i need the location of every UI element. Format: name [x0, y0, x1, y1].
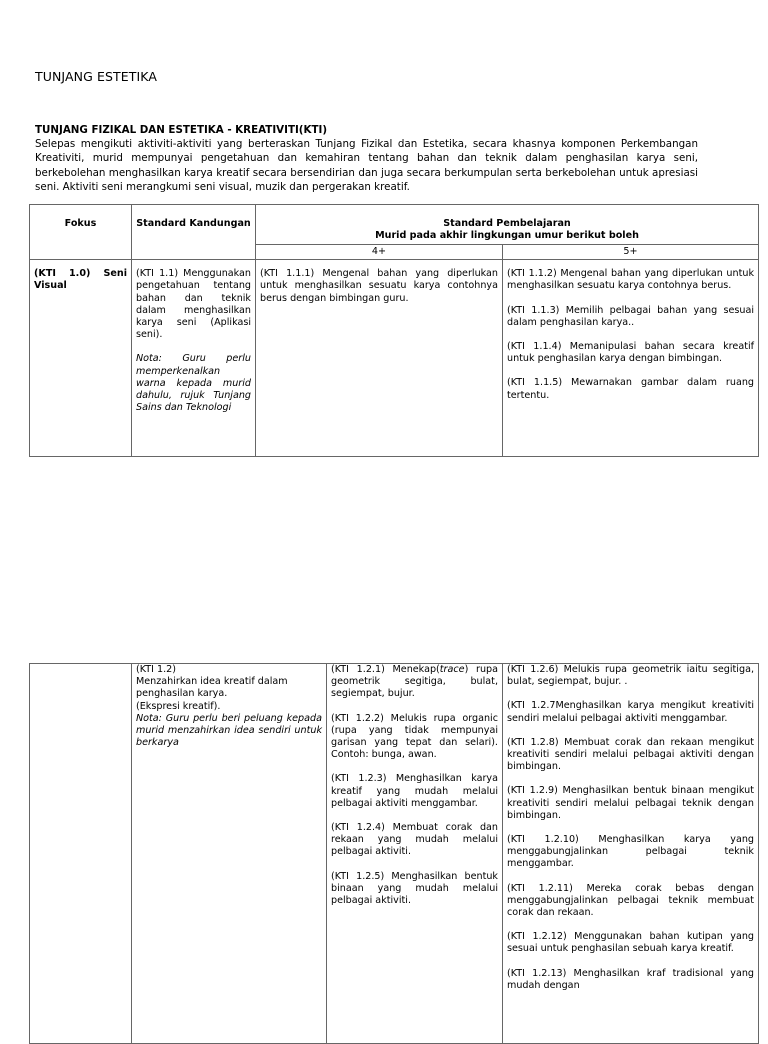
page-gap: [0, 455, 768, 456]
outcome-item: (KTI 1.2.9) Menghasilkan bentuk binaan mengikut kreativiti sendiri melalui pelbagai teknik dengan bimbingan.: [507, 785, 754, 821]
outcome-item: (KTI 1.1.3) Memilih pelbagai bahan yang sesuai dalam penghasilan karya..: [507, 304, 754, 328]
intro-paragraph: Selepas mengikuti aktiviti-aktiviti yang berteraskan Tunjang Fizikal dan Estetika, secara khasnya komponen Perkembangan Kreativiti, murid mempunyai pengetahuan dan kemahiran tentang bahan dan teknik dalam penghasilan karya seni, berkebolehan menghasilkan karya kreatif secara bersendirian dan juga secara berkumpulan serta berkebolehan untuk apresiasi seni. Aktiviti seni merangkumi seni visual, muzik dan pergerakan kreatif.: [35, 138, 698, 193]
outcome-item: (KTI 1.2.7Menghasilkan karya mengikut kreativiti sendiri melalui pelbagai aktiviti menggambar.: [507, 700, 754, 724]
outcome-item: (KTI 1.1.4) Memanipulasi bahan secara kreatif untuk penghasilan karya dengan bimbingan.: [507, 341, 754, 365]
header-standard-pembelajaran-sub: Murid pada akhir lingkungan umur berikut boleh: [375, 230, 639, 241]
header-standard-kandungan: Standard Kandungan: [132, 205, 256, 260]
kandungan-line: (KTI 1.2): [136, 664, 177, 675]
kandungan-cell: [132, 260, 256, 457]
outcome-item: (KTI 1.2.10) Menghasilkan karya yang menggabungjalinkan pelbagai teknik menggambar.: [507, 834, 754, 870]
standards-table-page1: [29, 204, 759, 457]
document-title: TUNJANG ESTETIKA: [35, 69, 157, 84]
outcome-item: (KTI 1.2.8) Membuat corak dan rekaan mengikut kreativiti sendiri melalui pelbagai aktiviti dengan bimbingan.: [507, 736, 754, 773]
outcome-item: (KTI 1.1.1) Mengenal bahan yang diperlukan untuk menghasilkan sesuatu karya contohnya berus dengan bimbingan guru.: [260, 268, 498, 304]
header-age-5: 5+: [503, 245, 759, 260]
kandungan-note: Nota: Guru perlu beri peluang kepada murid menzahirkan idea sendiri untuk berkarya: [136, 712, 322, 749]
outcome-item-part: (KTI 1.2.1) Menekap(: [331, 664, 440, 675]
table-row: [30, 664, 759, 1044]
outcome-item: (KTI 1.1.5) Mewarnakan gambar dalam ruang tertentu.: [507, 377, 754, 401]
outcome-item: [331, 664, 498, 701]
kandungan-cell: [132, 664, 327, 1044]
header-standard-pembelajaran: [256, 205, 759, 245]
outcome-item: (KTI 1.2.11) Mereka corak bebas dengan menggabungjalinkan pelbagai teknik membuat corak dan rekaan.: [507, 882, 754, 919]
header-fokus: Fokus: [30, 205, 132, 260]
outcome-item: (KTI 1.2.12) Menggunakan bahan kutipan yang sesuai untuk penghasilan sebuah karya kreatif.: [507, 931, 754, 955]
kandungan-line: (Ekspresi kreatif).: [136, 700, 221, 712]
kandungan-text: (KTI 1.1) Menggunakan pengetahuan tentang bahan dan teknik dalam menghasilkan karya seni (Aplikasi seni).: [136, 268, 251, 341]
outcome-item: (KTI 1.2.13) Menghasilkan kraf tradisional yang mudah dengan: [507, 967, 754, 991]
table-row: [30, 260, 759, 457]
outcome-item: (KTI 1.2.5) Menghasilkan bentuk binaan yang mudah melalui pelbagai aktiviti.: [331, 870, 498, 907]
section-heading: TUNJANG FIZIKAL DAN ESTETIKA - KREATIVITI(KTI): [35, 124, 328, 136]
outcome-item: (KTI 1.2.2) Melukis rupa organic (rupa yang tidak mempunyai garisan yang tepat dan selari). Contoh: bunga, awan.: [331, 712, 498, 761]
outcome-item: (KTI 1.2.3) Menghasilkan karya kreatif yang mudah melalui pelbagai aktiviti menggambar.: [331, 773, 498, 809]
outcome-item: (KTI 1.2.4) Membuat corak dan rekaan yang mudah melalui pelbagai aktiviti.: [331, 822, 498, 858]
fokus-cell: [30, 664, 132, 1044]
kandungan-line: Menzahirkan idea kreatif dalam penghasilan karya.: [136, 676, 288, 700]
age4-cell: [327, 664, 503, 1044]
header-standard-pembelajaran-title: Standard Pembelajaran: [443, 218, 571, 229]
outcome-item: (KTI 1.1.2) Mengenal bahan yang diperlukan untuk menghasilkan sesuatu karya contohnya berus.: [507, 268, 754, 292]
fokus-cell: (KTI 1.0) Seni Visual: [30, 260, 132, 457]
header-age-4: 4+: [256, 245, 503, 260]
outcome-item-trace: trace: [439, 664, 465, 675]
outcome-item-part: ) rupa geometrik segitiga, bulat, segiempat, bujur.: [331, 664, 498, 700]
kandungan-note: Nota: Guru perlu memperkenalkan warna kepada murid dahulu, rujuk Tunjang Sains dan Teknologi: [136, 353, 251, 414]
table-header-row: [30, 205, 759, 245]
age5-cell: [503, 260, 759, 457]
standards-table-page2: [29, 663, 759, 1044]
age4-cell: [256, 260, 503, 457]
age5-cell: [503, 664, 759, 1044]
outcome-item: (KTI 1.2.6) Melukis rupa geometrik iaitu segitiga, bulat, segiempat, bujur. .: [507, 664, 754, 688]
